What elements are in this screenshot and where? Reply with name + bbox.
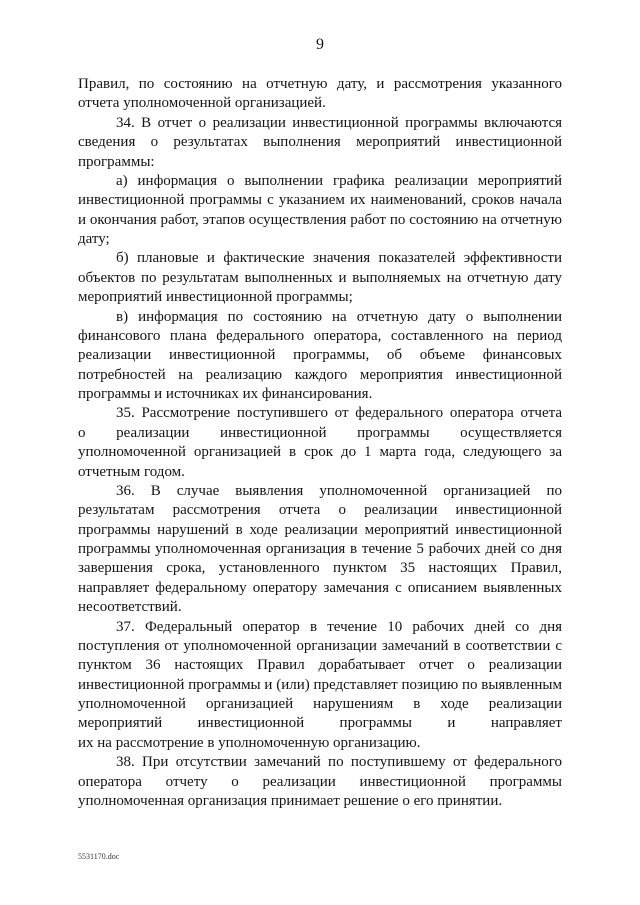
- text-line: б) плановые и фактические значения показателей эффективности: [116, 250, 562, 267]
- paragraph-34-b: [78, 249, 562, 307]
- text-line: несоответствий.: [78, 599, 182, 616]
- footer-filename: 5531170.doc: [78, 852, 120, 861]
- text-line: сведения о результатах выполнения мероприятий инвестиционной: [78, 134, 562, 151]
- text-line: потребностей на реализацию каждого мероприятия инвестиционной: [78, 366, 562, 383]
- text-line: Правил, по состоянию на отчетную дату, и рассмотрения указанного: [78, 76, 562, 92]
- paragraph-34-a: [78, 172, 562, 250]
- text-line: оператора отчету о реализации инвестиционной программы: [78, 773, 562, 790]
- text-line: а) информация о выполнении графика реализации мероприятий: [116, 172, 562, 189]
- text-line: 38. При отсутствии замечаний по поступившему от федерального: [116, 754, 562, 771]
- text-line: завершения срока, установленного пунктом 35 настоящих Правил,: [78, 560, 562, 577]
- text-line: мероприятий инвестиционной программы;: [78, 289, 353, 306]
- paragraph-35: [78, 404, 562, 482]
- paragraph-37: [78, 618, 562, 754]
- text-line: инвестиционной программы с указанием их наименований, сроков начала: [78, 192, 562, 209]
- paragraph-36: [78, 482, 562, 618]
- page-number: 9: [316, 36, 324, 53]
- paragraph-38: [78, 753, 562, 811]
- text-line: объектов по результатам выполненных и выполняемых на отчетную дату: [78, 269, 562, 286]
- text-line: инвестиционной программы и (или) представляет позицию по выявленным: [78, 676, 562, 693]
- text-line: поступления от уполномоченной организации замечаний в соответствии с: [78, 637, 562, 654]
- text-line: о реализации инвестиционной программы осуществляется: [78, 424, 562, 441]
- text-line: пунктом 36 настоящих Правил дорабатывает отчет о реализации: [78, 657, 562, 674]
- paragraph-34: [78, 114, 562, 172]
- text-line: в) информация по состоянию на отчетную дату о выполнении: [116, 308, 562, 325]
- text-line: уполномоченной организацией в срок до 1 марта года, следующего за: [78, 444, 562, 461]
- text-line: и окончания работ, этапов осуществления работ по состоянию на отчетную: [78, 211, 562, 228]
- text-line: отчета уполномоченной организацией.: [78, 95, 326, 112]
- text-line: их на рассмотрение в уполномоченную организацию.: [78, 734, 421, 751]
- text-line: программы уполномоченная организация в течение 5 рабочих дней со дня: [78, 541, 562, 557]
- paragraph-34-v: [78, 308, 562, 405]
- text-line: 36. В случае выявления уполномоченной организацией по: [116, 482, 562, 499]
- text-line: мероприятий инвестиционной программы и направляет: [78, 715, 562, 732]
- text-line: финансового плана федерального оператора, составленного на период: [78, 327, 562, 344]
- text-line: программы и источниках их финансирования.: [78, 386, 373, 402]
- text-line: программы нарушений в ходе реализации мероприятий инвестиционной: [78, 521, 562, 538]
- text-line: результатам рассмотрения отчета о реализации инвестиционной: [78, 502, 562, 519]
- text-line: уполномоченная организация принимает решение о его принятии.: [78, 792, 503, 809]
- text-line: дату;: [78, 231, 110, 247]
- document-body: [78, 75, 562, 811]
- text-line: программы:: [78, 153, 155, 170]
- text-line: 35. Рассмотрение поступившего от федерального оператора отчета: [116, 405, 562, 422]
- text-line: 37. Федеральный оператор в течение 10 рабочих дней со дня: [116, 618, 562, 635]
- text-line: уполномоченной организацией нарушениям в ходе реализации: [78, 696, 562, 712]
- text-line: отчетным годом.: [78, 463, 185, 480]
- paragraph-continuation: [78, 75, 562, 114]
- text-line: реализации инвестиционной программы, об объеме финансовых: [78, 347, 562, 364]
- text-line: 34. В отчет о реализации инвестиционной программы включаются: [116, 114, 562, 131]
- text-line: направляет федеральному оператору замечания с описанием выявленных: [78, 579, 562, 596]
